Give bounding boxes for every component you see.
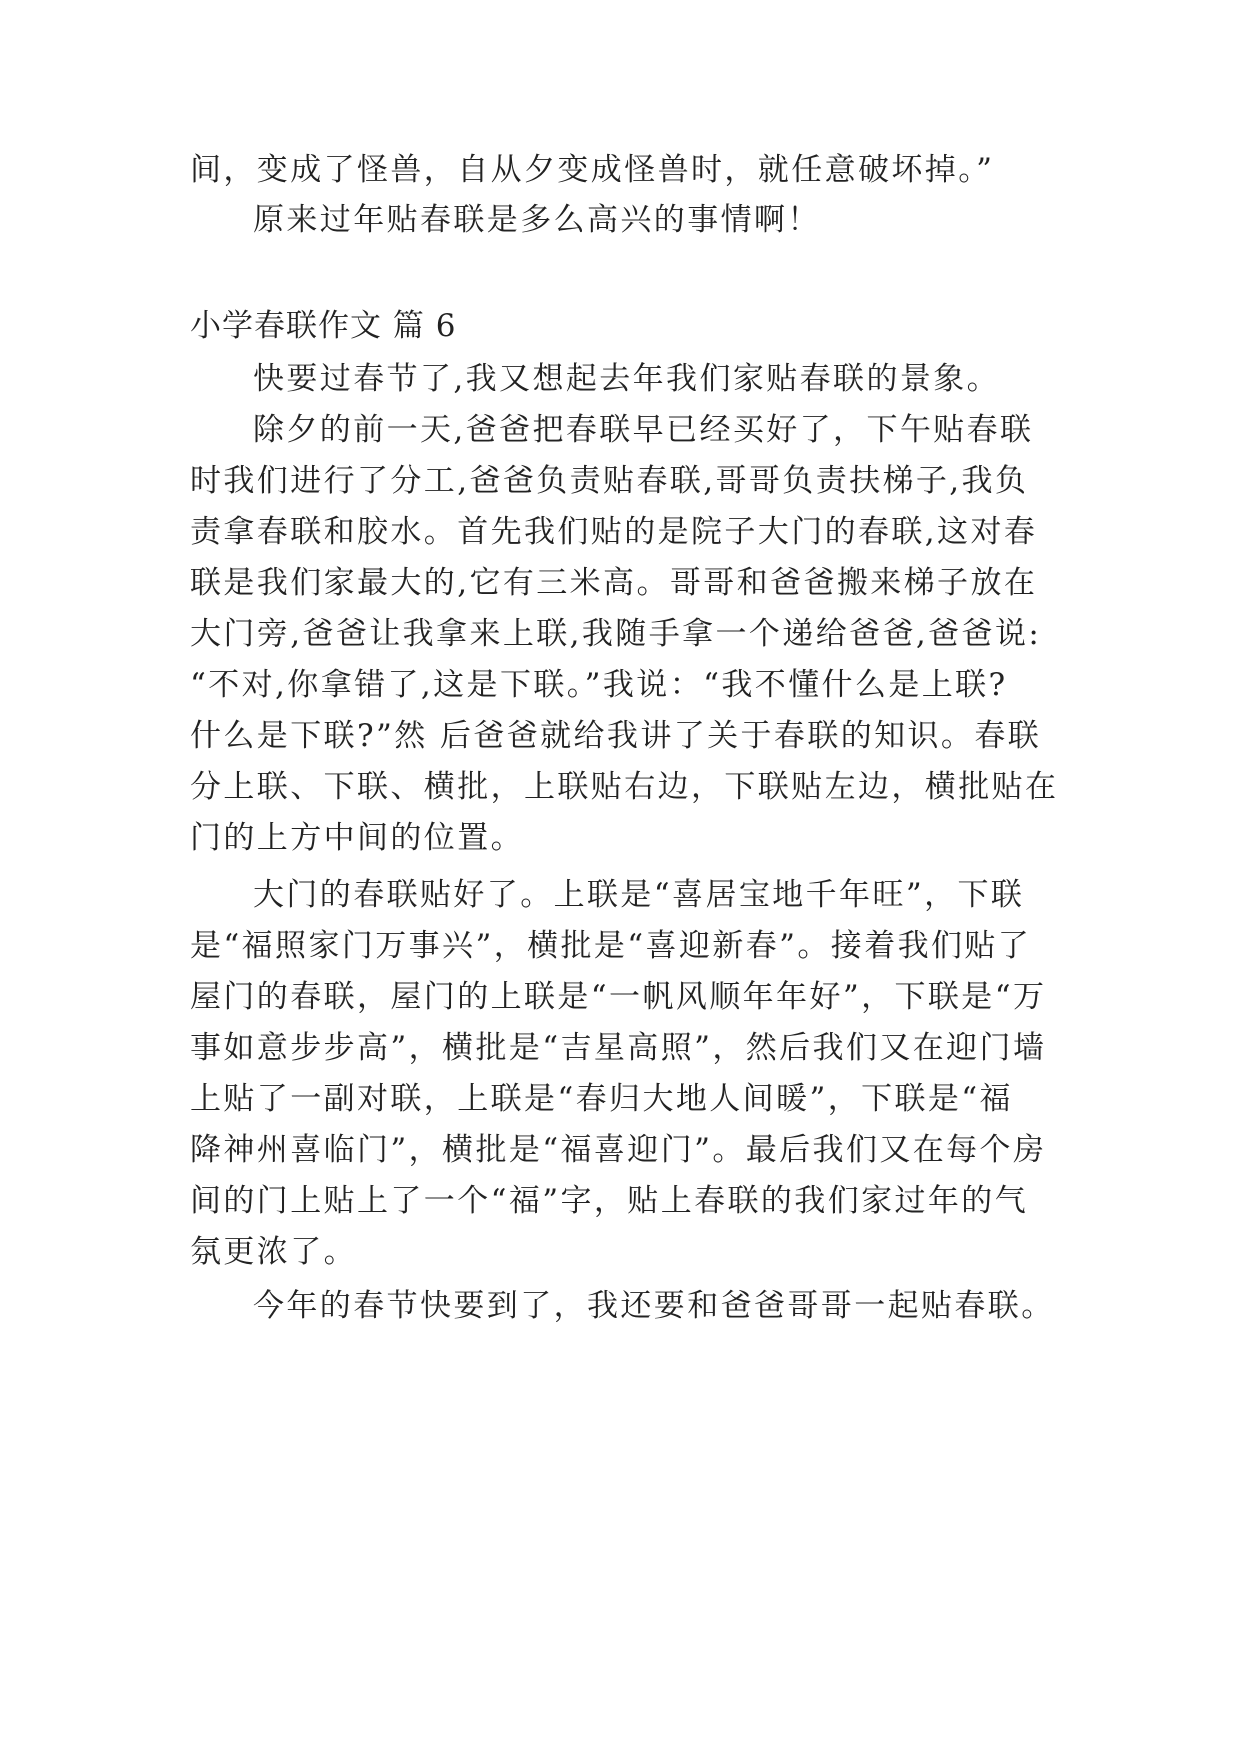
text-line: 上贴了一副对联，上联是“春归大地人间暖”，下联是“福 (190, 1081, 1013, 1117)
text-line: 今年的春节快要到了，我还要和爸爸哥哥一起贴春联。 (253, 1288, 1055, 1324)
text-line: 间，变成了怪兽，自从夕变成怪兽时，就任意破坏掉。” (190, 152, 995, 188)
text-line: 时我们进行了分工,爸爸负责贴春联,哥哥负责扶梯子,我负 (190, 463, 1029, 499)
text-line: 间的门上贴上了一个“福”字，贴上春联的我们家过年的气 (190, 1183, 1029, 1219)
text-line: 氛更浓了。 (190, 1234, 357, 1270)
text-line: “不对,你拿错了,这是下联。”我说：“我不懂什么是上联? (190, 667, 1008, 703)
text-line: 快要过春节了,我又想起去年我们家贴春联的景象。 (253, 361, 1001, 397)
text-line: 什么是下联?”然 后爸爸就给我讲了关于春联的知识。春联 (190, 718, 1042, 754)
text-line: 分上联、下联、横批，上联贴右边，下联贴左边，横批贴在 (190, 769, 1059, 805)
text-line: 原来过年贴春联是多么高兴的事情啊！ (253, 202, 821, 238)
text-line: 责拿春联和胶水。首先我们贴的是院子大门的春联,这对春 (190, 514, 1038, 550)
text-line: 降神州喜临门”，横批是“福喜迎门”。最后我们又在每个房 (190, 1132, 1047, 1168)
text-line: 大门旁,爸爸让我拿来上联,我随手拿一个递给爸爸,爸爸说: (190, 616, 1042, 652)
text-line: 门的上方中间的位置。 (190, 820, 524, 856)
text-line: 除夕的前一天,爸爸把春联早已经买好了，下午贴春联 (253, 412, 1034, 448)
text-line: 屋门的春联，屋门的上联是“一帆风顺年年好”，下联是“万 (190, 979, 1047, 1015)
section-title: 小学春联作文 篇 6 (190, 308, 457, 344)
text-line: 大门的春联贴好了。上联是“喜居宝地千年旺”，下联 (253, 877, 1025, 913)
text-line: 是“福照家门万事兴”，横批是“喜迎新春”。接着我们贴了 (190, 928, 1032, 964)
text-line: 事如意步步高”，横批是“吉星高照”，然后我们又在迎门墙 (190, 1030, 1047, 1066)
text-line: 联是我们家最大的,它有三米高。哥哥和爸爸搬来梯子放在 (190, 565, 1038, 601)
